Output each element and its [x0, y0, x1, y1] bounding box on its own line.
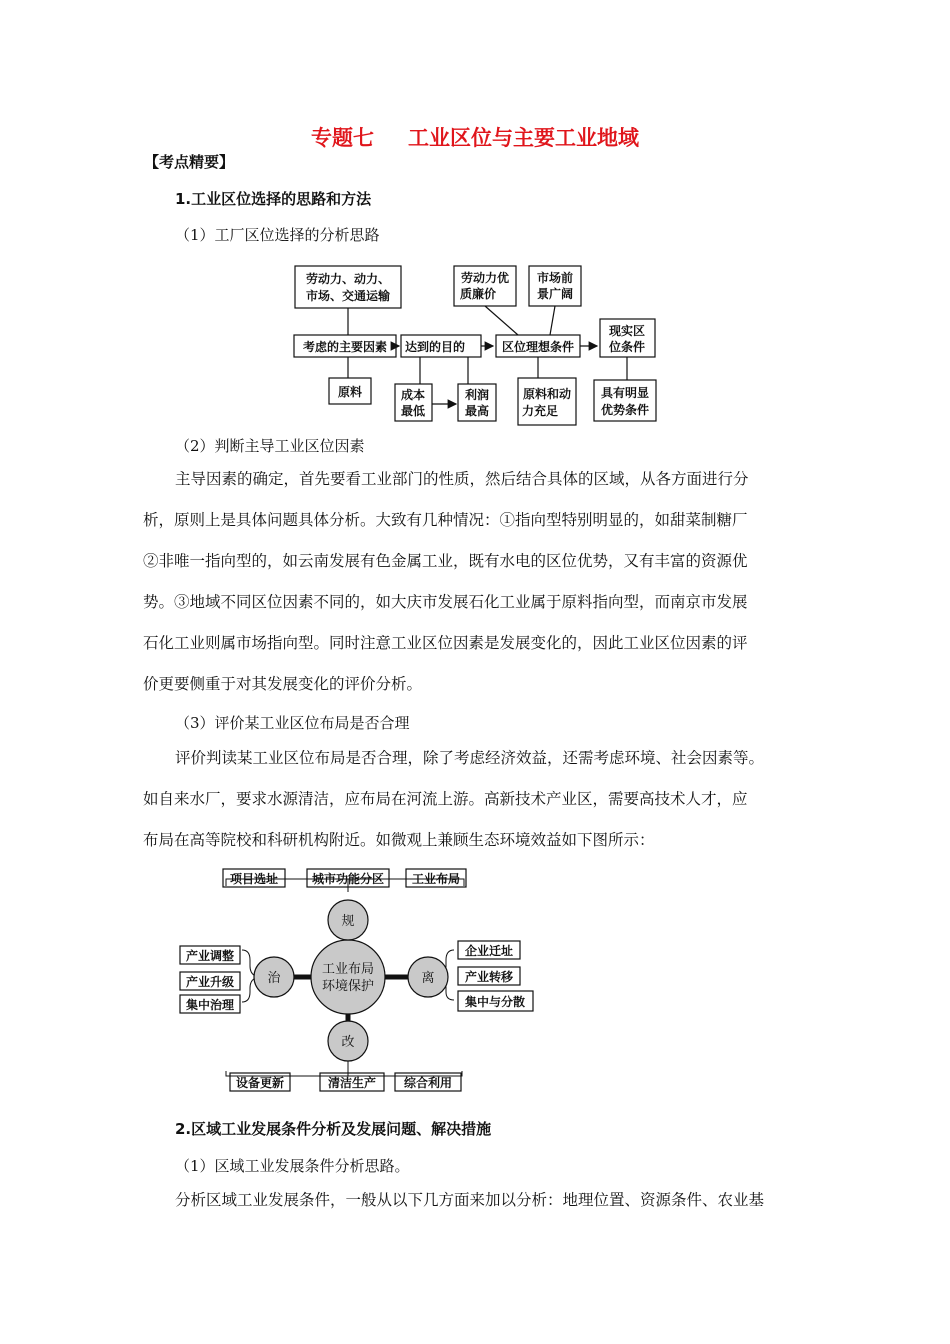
advantage-text-2: 优势条件	[600, 403, 650, 417]
title-topic-name: 工业区位与主要工业地域	[408, 125, 639, 150]
material-text: 原料	[337, 385, 363, 399]
paragraph-region-conditions: 分析区域工业发展条件，一般从以下几方面来加以分析：地理位置、资源条件、农业基	[175, 1191, 765, 1209]
goal-text: 达到的目的	[404, 340, 466, 354]
para-line: 析，原则上是具体问题具体分析。大致有几种情况：①指向型特别明显的，如甜菜制糖厂	[143, 511, 748, 529]
environment-protection-diagram	[174, 862, 536, 1094]
labor-text-2: 质廉价	[459, 287, 497, 301]
left-label-2: 产业升级	[185, 975, 235, 989]
main-factors-text: 考虑的主要因素	[302, 340, 388, 354]
para-line: 石化工业则属市场指向型。同时注意工业区位因素是发展变化的，因此工业区位因素的评	[143, 634, 748, 652]
para-line: 主导因素的确定，首先要看工业部门的性质，然后结合具体的区域，从各方面进行分	[175, 470, 749, 488]
center-text-1: 工业布局	[321, 962, 375, 977]
advantage-text-1: 具有明显	[600, 386, 650, 400]
factors-text-1: 劳动力、动力、	[305, 272, 391, 286]
gai-text: 改	[341, 1035, 355, 1050]
market-text-1: 市场前	[536, 271, 574, 285]
zhi-text: 治	[267, 971, 281, 986]
paragraph-evaluate-layout	[143, 738, 764, 861]
market-text-2: 景广阔	[536, 287, 574, 301]
section-1-heading: 1.工业区位选择的思路和方法	[175, 190, 372, 208]
profit-text-2: 最高	[464, 404, 490, 418]
title-topic-number: 专题七	[311, 125, 374, 150]
bottom-label-3: 综合利用	[403, 1076, 453, 1090]
subheading-1-2: （2）判断主导工业区位因素	[175, 437, 365, 455]
ideal-text: 区位理想条件	[501, 340, 575, 354]
raw-power-text-1: 原料和动	[522, 387, 572, 401]
li-text: 离	[421, 971, 435, 986]
para-line: 价更要侧重于对其发展变化的评价分析。	[143, 675, 423, 693]
para-line: ②非唯一指向型的，如云南发展有色金属工业，既有水电的区位优势，又有丰富的资源优	[143, 552, 748, 570]
right-label-2: 产业转移	[464, 970, 514, 984]
right-label-3: 集中与分散	[464, 995, 526, 1009]
top-label-3: 工业布局	[411, 872, 461, 886]
bottom-label-2: 清洁生产	[327, 1076, 377, 1090]
right-label-1: 企业迁址	[464, 944, 514, 958]
left-label-3: 集中治理	[185, 998, 235, 1012]
section-label: 【考点精要】	[144, 153, 235, 171]
cost-text-2: 最低	[400, 404, 426, 418]
subheading-2-1: （1）区域工业发展条件分析思路。	[175, 1157, 410, 1175]
subheading-1-1: （1）工厂区位选择的分析思路	[175, 226, 380, 244]
real-text-1: 现实区	[608, 324, 646, 338]
profit-text-1: 利润	[464, 388, 490, 402]
subheading-1-3: （3）评价某工业区位布局是否合理	[175, 714, 410, 732]
factors-text-2: 市场、交通运输	[305, 289, 391, 303]
para-line: 如自来水厂，要求水源清洁，应布局在河流上游。高新技术产业区，需要高技术人才，应	[143, 790, 748, 808]
left-label-1: 产业调整	[185, 949, 235, 963]
bottom-label-1: 设备更新	[235, 1076, 285, 1090]
real-text-2: 位条件	[608, 340, 646, 354]
labor-text-1: 劳动力优	[460, 271, 510, 285]
top-label-1: 项目选址	[229, 872, 279, 886]
section-2-heading: 2.区域工业发展条件分析及发展问题、解决措施	[175, 1120, 492, 1138]
para-line: 势。③地域不同区位因素不同的，如大庆市发展石化工业属于原料指向型，而南京市发展	[143, 593, 748, 611]
cost-text-1: 成本	[400, 388, 426, 402]
paragraph-leading-factor	[143, 459, 749, 705]
para-line: 布局在高等院校和科研机构附近。如微观上兼顾生态环境效益如下图所示：	[143, 831, 655, 849]
top-label-2: 城市功能分区	[311, 872, 385, 886]
center-text-2: 环境保护	[321, 979, 375, 994]
center-circle	[311, 940, 385, 1014]
page-title	[0, 122, 950, 152]
gui-text: 规	[341, 914, 355, 929]
location-flow-diagram	[280, 258, 680, 430]
raw-power-text-2: 力充足	[521, 404, 559, 418]
para-line: 评价判读某工业区位布局是否合理，除了考虑经济效益，还需考虑环境、社会因素等。	[175, 749, 765, 767]
